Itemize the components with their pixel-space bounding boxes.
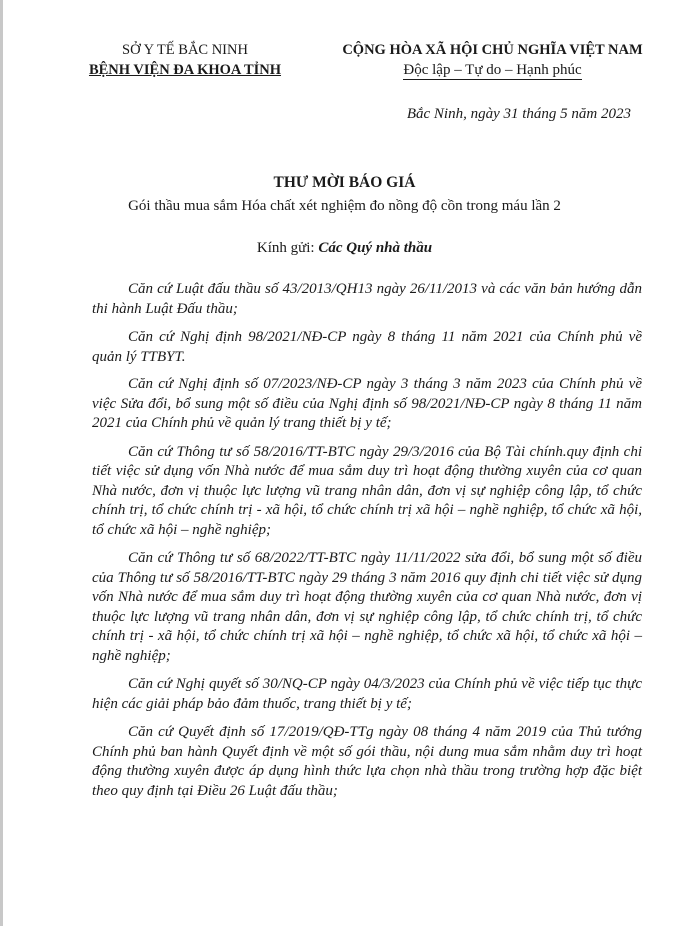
body-paragraph: Căn cứ Thông tư số 68/2022/TT-BTC ngày 11/11/2022 sửa đổi, bổ sung một số điều của Thông tư số 58/2016/TT-BTC ngày 29 tháng 3 năm 2016 quy định chi tiết việc sử dụng vốn Nhà nước để mua sắm duy trì hoạt động thường xuyên của cơ quan Nhà nước, đơn vị thuộc lực lượng vũ trang nhân dân, đơn vị sự nghiệp công lập, tổ chức chính trị, tổ chức chính trị - xã hội, tổ chức chính trị xã hội – nghề nghiệp, tổ chức xã hội, tổ chức xã hội – nghề nghiệp; — [92, 550, 642, 664]
body-paragraph: Căn cứ Thông tư số 58/2016/TT-BTC ngày 29/3/2016 của Bộ Tài chính.quy định chi tiết việc sử dụng vốn Nhà nước để mua sắm duy trì hoạt động thường xuyên của cơ quan Nhà nước, đơn vị thuộc lực lượng vũ trang nhân dân, đơn vị sự nghiệp công lập, tổ chức chính trị, tổ chức chính trị - xã hội, tổ chức chính trị xã hội – nghề nghiệp, tổ chức xã hội, tổ chức xã hội – nghề nghiệp; — [92, 443, 642, 538]
salutation — [0, 240, 689, 257]
body-paragraph: Căn cứ Nghị định 98/2021/NĐ-CP ngày 8 tháng 11 năm 2021 của Chính phủ về quản lý TTBYT. — [92, 329, 642, 365]
salutation-prefix: Kính gửi: — [256, 240, 319, 256]
body-paragraph: Căn cứ Luật đấu thầu số 43/2013/QH13 ngày 26/11/2013 và các văn bản hướng dẫn thi hành Luật Đấu thầu; — [92, 281, 642, 317]
national-motto: Độc lập – Tự do – Hạnh phúc — [403, 62, 582, 78]
document-title: THƯ MỜI BÁO GIÁ — [273, 174, 416, 191]
national-header — [300, 40, 685, 80]
national-title: CỘNG HÒA XÃ HỘI CHỦ NGHĨA VIỆT NAM — [342, 42, 643, 58]
issuing-organization — [80, 40, 290, 80]
document-date: Bắc Ninh, ngày 31 tháng 5 năm 2023 — [406, 106, 631, 122]
parent-organization: SỞ Y TẾ BẮC NINH — [122, 42, 248, 58]
body-paragraph: Căn cứ Nghị quyết số 30/NQ-CP ngày 04/3/2023 của Chính phủ về việc tiếp tục thực hiện các giải pháp bảo đảm thuốc, trang thiết bị y tế; — [92, 676, 642, 712]
body-paragraph: Căn cứ Quyết định số 17/2019/QĐ-TTg ngày 08 tháng 4 năm 2019 của Thủ tướng Chính phủ ban hành Quyết định về một số gói thầu, nội dung mua sắm nhằm duy trì hoạt động thường xuyên được áp dụng hình thức lựa chọn nhà thầu trong trường hợp đặc biệt theo quy định tại Điều 26 Luật đấu thầu; — [92, 724, 642, 799]
page-edge-shadow — [0, 0, 3, 926]
document-body — [92, 280, 642, 810]
national-motto-line — [300, 60, 685, 80]
organization-name: BỆNH VIỆN ĐA KHOA TỈNH — [88, 62, 282, 78]
salutation-recipient: Các Quý nhà thầu — [318, 240, 433, 256]
body-paragraph: Căn cứ Nghị định số 07/2023/NĐ-CP ngày 3 tháng 3 năm 2023 của Chính phủ về việc Sửa đổi, bổ sung một số điều của Nghị định số 98/2021/NĐ-CP ngày 8 tháng 11 năm 2021 của Chính phủ về quản lý trang thiết bị y tế; — [92, 376, 642, 431]
document-subtitle: Gói thầu mua sắm Hóa chất xét nghiệm đo nồng độ cồn trong máu lần 2 — [128, 198, 561, 214]
